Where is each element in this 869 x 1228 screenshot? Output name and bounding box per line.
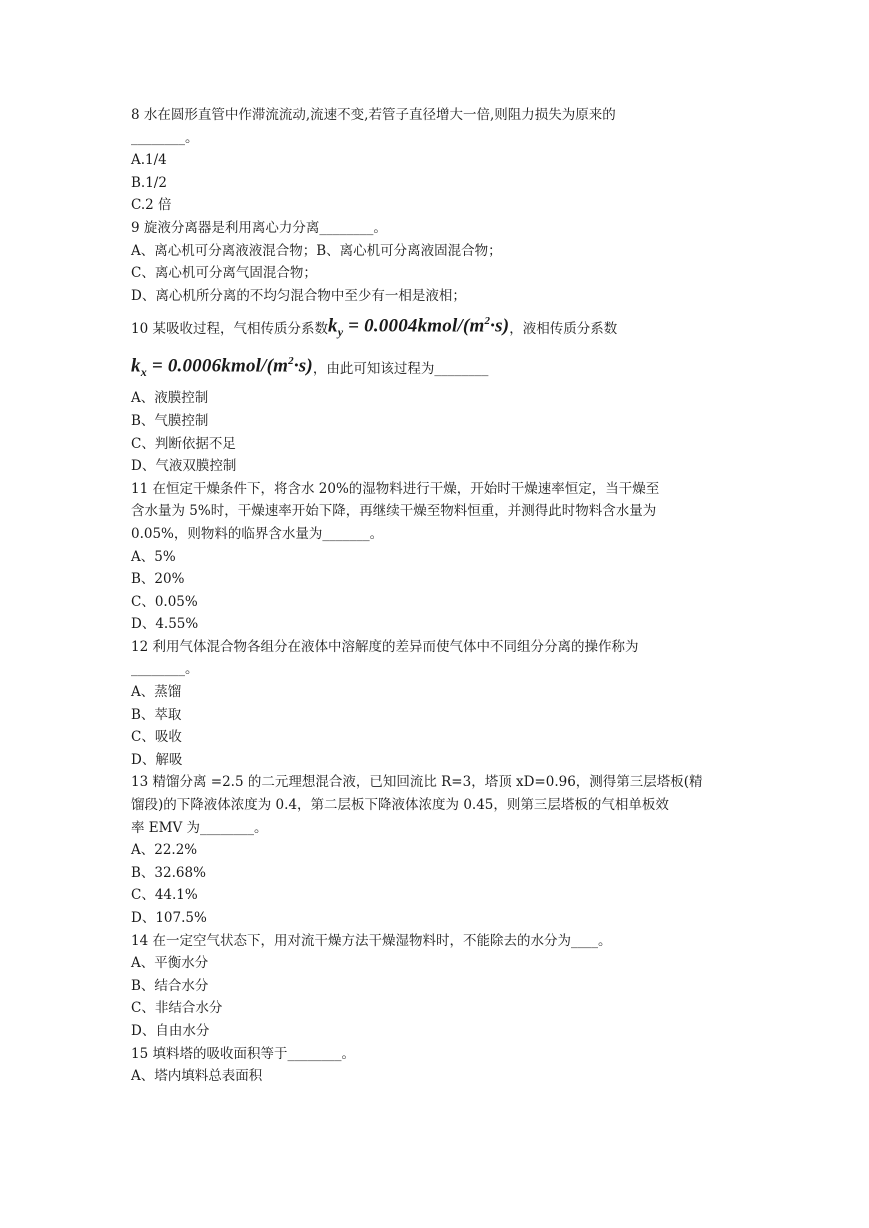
option-d: D、气液双膜控制: [131, 458, 237, 475]
option-b: B、萃取: [131, 706, 182, 723]
question-12: [131, 636, 731, 772]
question-13-stem-line: 馏段)的下降液体浓度为 0.4，第二层板下降液体浓度为 0.45，则第三层塔板的气相单板效: [131, 797, 669, 814]
question-14-stem: 14 在一定空气状态下，用对流干燥方法干燥湿物料时，不能除去的水分为____。: [131, 932, 612, 949]
question-9: [131, 217, 731, 307]
question-13-stem-line: 率 EMV 为________。: [131, 819, 268, 836]
option-b: B、气膜控制: [131, 412, 209, 429]
question-15: [131, 1043, 731, 1088]
option-a: A、22.2%: [131, 842, 198, 859]
option-c: C、0.05%: [131, 593, 198, 610]
option-a: A.1/4: [131, 152, 167, 169]
question-10-stem-c: ，由此可知该过程为________: [312, 361, 489, 378]
option-a: A、蒸馏: [131, 684, 182, 701]
option-d: D、自由水分: [131, 1022, 210, 1039]
question-10-stem-b: ，液相传质分系数: [509, 321, 618, 338]
question-13: [131, 771, 731, 929]
question-11: [131, 478, 731, 636]
option-b: B、32.68%: [131, 864, 206, 881]
option-c: C、非结合水分: [131, 1000, 223, 1017]
option-c: C、离心机可分离气固混合物；: [131, 265, 317, 282]
formula-ky: $k_y$ = $0.0004kmol/(m^2\cdot s)$: [327, 314, 510, 339]
option-d: D、107.5%: [131, 910, 207, 926]
option-c: C、吸收: [131, 729, 182, 746]
question-12-stem: 12 利用气体混合物各组分在液体中溶解度的差异而使气体中不同组分分离的操作称为: [131, 638, 639, 655]
question-10-stem-a: 10 某吸收过程，气相传质分系数: [131, 321, 328, 338]
question-10: [131, 307, 731, 477]
question-11-stem-line: 含水量为 5%时，干燥速率开始下降，再继续干燥至物料恒重，并测得此时物料含水量为: [131, 503, 657, 520]
option-c: C、44.1%: [131, 887, 198, 904]
question-11-stem-line: 0.05%，则物料的临界含水量为_______。: [131, 525, 384, 542]
option-a: A、平衡水分: [131, 955, 209, 972]
question-8: [131, 104, 731, 217]
question-12-blank: ________。: [131, 661, 199, 678]
option-d: D、离心机所分离的不均匀混合物中至少有一相是液相；: [131, 287, 466, 304]
question-10-stem-line-1: [131, 307, 731, 347]
option-c: C.2 倍: [131, 197, 172, 214]
question-15-stem: 15 填料塔的吸收面积等于________。: [131, 1045, 355, 1062]
option-a: A、塔内填料总表面积: [131, 1068, 263, 1085]
option-b: B.1/2: [131, 174, 167, 191]
question-8-stem: 8 水在圆形直管中作滞流流动,流速不变,若管子直径增大一倍,则阻力损失为原来的: [131, 107, 616, 123]
option-d: D、4.55%: [131, 616, 199, 633]
formula-kx: $k_x$ = $0.0006kmol/(m^2\cdot s)$: [131, 354, 313, 379]
option-a: A、液膜控制: [131, 390, 209, 407]
question-13-stem-line: 13 精馏分离 =2.5 的二元理想混合液，已知回流比 R=3，塔顶 xD=0.96，测得第三层塔板(精: [131, 774, 703, 791]
option-b: B、20%: [131, 571, 185, 588]
option-a: A、5%: [131, 548, 176, 565]
question-8-blank: ________。: [131, 129, 199, 146]
option-d: D、解吸: [131, 751, 183, 768]
question-14: [131, 930, 731, 1043]
option-b: B、结合水分: [131, 977, 209, 994]
question-11-stem-line: 11 在恒定干燥条件下，将含水 20%的湿物料进行干燥，开始时干燥速率恒定，当干燥至: [131, 480, 660, 497]
question-10-stem-line-2: [131, 347, 731, 387]
exam-page: [131, 104, 731, 1088]
option-c: C、判断依据不足: [131, 435, 236, 452]
option-ab: A、离心机可分离液液混合物；B、离心机可分离液固混合物；: [131, 242, 502, 259]
question-9-stem: 9 旋液分离器是利用离心力分离________。: [131, 219, 387, 236]
